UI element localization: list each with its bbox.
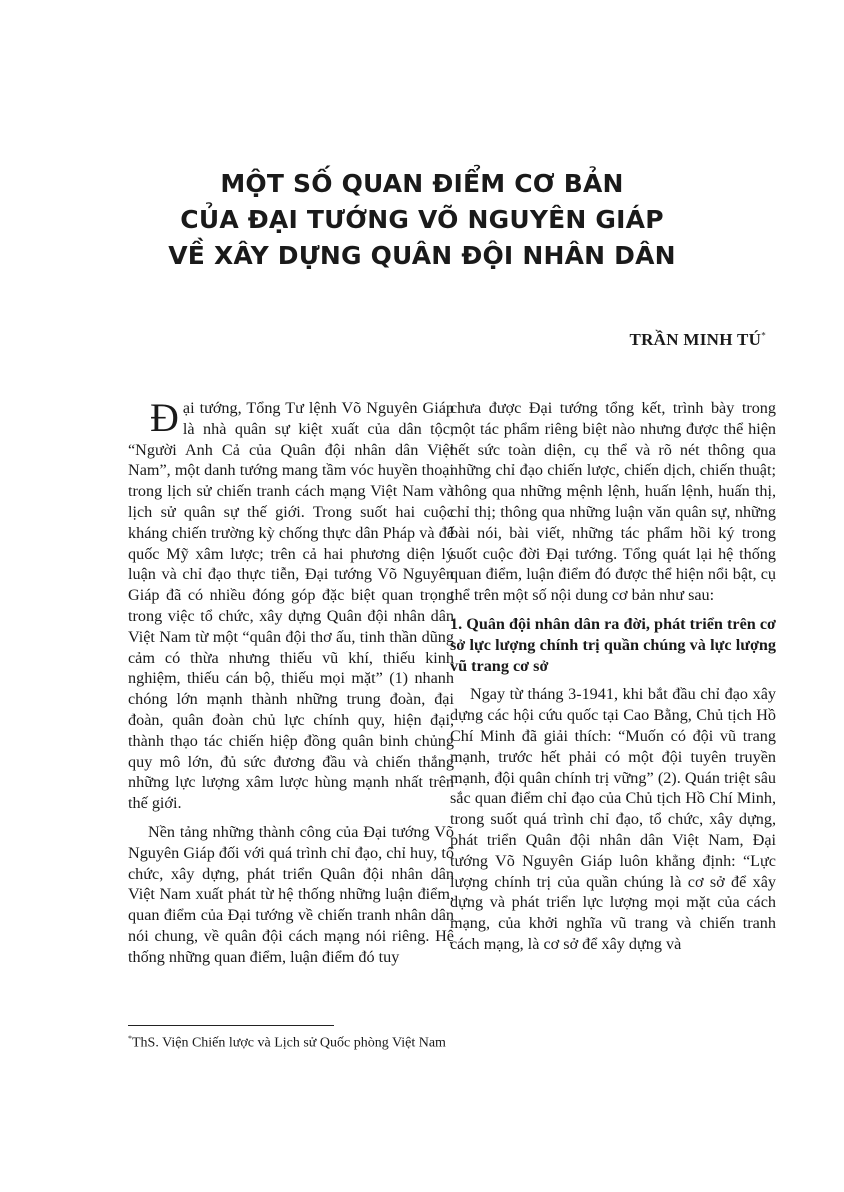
author-name: TRẦN MINH TÚ — [629, 330, 762, 349]
footnote-text: ThS. Viện Chiến lược và Lịch sử Quốc phòng Việt Nam — [132, 1035, 446, 1051]
author-byline — [629, 330, 766, 350]
intro-paragraph — [128, 395, 454, 814]
footnote-divider — [128, 1025, 334, 1026]
intro-paragraph-text: ại tướng, Tổng Tư lệnh Võ Nguyên Giáp là nhà quân sự kiệt xuất của dân tộc, “Người Anh Cả của Quân đội nhân dân Việt Nam”, một danh tướng mang tầm vóc huyền thoại trong lịch sử chiến tranh cách mạng Việt Nam và lịch sử quân sự thế giới. Trong suốt hai cuộc kháng chiến trường kỳ chống thực dân Pháp và đế quốc Mỹ xâm lược; trên cả hai phương diện lý luận và chỉ đạo thực tiễn, Đại tướng Võ Nguyên Giáp đã có nhiều đóng góp đặc biệt quan trọng trong việc tổ chức, xây dựng Quân đội nhân dân Việt Nam từ một “quân đội thơ ấu, tinh thần dũng cảm có thừa nhưng thiếu vũ khí, thiếu kinh nghiệm, thiếu cán bộ, thiếu mọi mặt” (1) nhanh chóng lớn mạnh thành những trung đoàn, đại đoàn, quân đoàn chủ lực chính quy, hiện đại, thành thạo tác chiến hiệp đồng quân binh chủng quy mô lớn, đủ sức đương đầu và chiến thắng những lực lượng xâm lược hùng mạnh nhất trên thế giới. — [128, 399, 454, 813]
body-paragraph: chưa được Đại tướng tổng kết, trình bày trong một tác phẩm riêng biệt nào nhưng được thể hiện hết sức toàn diện, cụ thể và rõ nét thông qua những chỉ đạo chiến lược, chiến dịch, chiến thuật; thông qua những mệnh lệnh, huấn lệnh, huấn thị, chỉ thị; thông qua những luận văn quân sự, những bài nói, bài viết, những tác phẩm hồi ký trong suốt cuộc đời Đại tướng. Tổng quát lại hệ thống quan điểm, luận điểm đó được thể hiện nổi bật, cụ thể trên một số nội dung cơ bản như sau: — [450, 399, 776, 605]
right-column — [450, 398, 776, 955]
footnote-mark: * — [128, 1034, 132, 1043]
drop-cap: Đ — [150, 395, 179, 440]
footnote — [128, 1034, 446, 1052]
title-line-1: MỘT SỐ QUAN ĐIỂM CƠ BẢN — [220, 169, 624, 198]
left-column — [128, 395, 454, 968]
title-line-2: CỦA ĐẠI TƯỚNG VÕ NGUYÊN GIÁP — [180, 205, 664, 234]
author-footnote-mark: * — [761, 330, 766, 341]
article-title — [100, 166, 744, 274]
section-heading: 1. Quân đội nhân dân ra đời, phát triển trên cơ sở lực lượng chính trị quần chúng và lực lượng vũ trang cơ sở — [450, 614, 776, 675]
title-line-3: VỀ XÂY DỰNG QUÂN ĐỘI NHÂN DÂN — [168, 241, 676, 270]
body-paragraph: Nền tảng những thành công của Đại tướng Võ Nguyên Giáp đối với quá trình chỉ đạo, chỉ huy, tổ chức, xây dựng, phát triển Quân đội nhân dân Việt Nam xuất phát từ hệ thống những luận điểm, quan điểm của Đại tướng về chiến tranh nhân dân nói chung, về quân đội cách mạng nói riêng. Hệ thống những quan điểm, luận điểm đó tuy — [128, 822, 454, 966]
body-paragraph: Ngay từ tháng 3-1941, khi bắt đầu chỉ đạo xây dựng các hội cứu quốc tại Cao Bằng, Chủ tịch Hồ Chí Minh đã giải thích: “Muốn có đội vũ trang mạnh, trước hết phải có một đội tuyên truyền mạnh, đội quân chính trị vững” (2). Quán triệt sâu sắc quan điểm chỉ đạo của Chủ tịch Hồ Chí Minh, trong suốt quá trình chỉ đạo, tổ chức, xây dựng, phát triển Quân đội nhân dân Việt Nam, Đại tướng Võ Nguyên Giáp luôn khẳng định: “Lực lượng chính trị của quần chúng là cơ sở để xây dựng và phát triển lực lượng mọi mặt của cách mạng, của khởi nghĩa vũ trang và chiến tranh cách mạng, là cơ sở để xây dựng và — [450, 685, 776, 953]
